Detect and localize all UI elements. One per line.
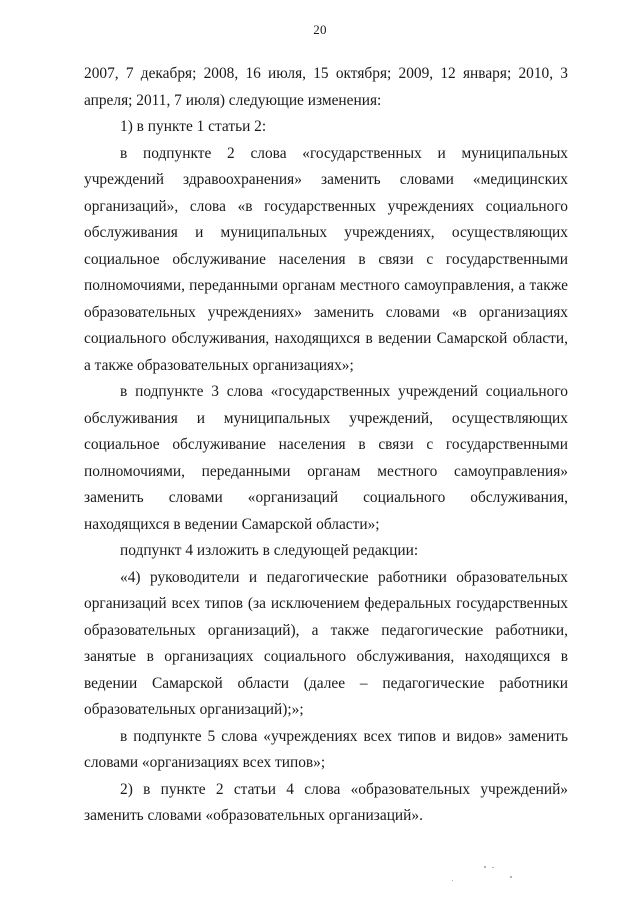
scan-speck (452, 880, 453, 881)
scan-speck (492, 867, 494, 868)
paragraph-item-2: 2) в пункте 2 статьи 4 слова «образовательных учреждений» заменить словами «образовательных организаций». (84, 780, 568, 824)
scan-speck (484, 866, 486, 868)
paragraph-continuation: 2007, 7 декабря; 2008, 16 июля, 15 октября; 2009, 12 января; 2010, 3 апреля; 2011, 7 июля) следующие изменения: (84, 65, 568, 109)
paragraph-item-1: 1) в пункте 1 статьи 2: (120, 118, 267, 135)
scan-speck (510, 876, 512, 878)
paragraph-subitem-4-intro: подпункт 4 изложить в следующей редакции: (120, 542, 419, 559)
paragraph-subitem-2: в подпункте 2 слова «государственных и муниципальных учреждений здравоохранения» заменить словами «медицинских организаций», слова «в государственных учреждениях социального обслуживания и муниципальных учреждениях, осуществляющих социальное обслуживание населения в связи с государственными полномочиями, переданными органам местного самоуправления, а также образовательных учреждениях» заменить словами «в организациях социального обслуживания, находящихся в ведении Самарской области, а также образовательных организациях»; (84, 144, 568, 374)
page-number: 20 (313, 22, 327, 37)
document-body (84, 61, 568, 830)
paragraph-subitem-5: в подпункте 5 слова «учреждениях всех типов и видов» заменить словами «организациях всех типов»; (84, 727, 568, 771)
paragraph-subitem-3: в подпункте 3 слова «государственных учреждений социального обслуживания и муниципальных учреждений, осуществляющих социальное обслуживание населения в связи с государственными полномочиями, переданными органам местного самоуправления» заменить словами «организаций социального обслуживания, находящихся в ведении Самарской области»; (84, 383, 568, 533)
paragraph-subitem-4-text: «4) руководители и педагогические работники образовательных организаций всех типов (за исключением федеральных государственных образовательных организаций), а также педагогические работники, занятые в организациях социального обслуживания, находящихся в ведении Самарской области (далее – педагогические работники образовательных организаций);»; (84, 568, 568, 718)
